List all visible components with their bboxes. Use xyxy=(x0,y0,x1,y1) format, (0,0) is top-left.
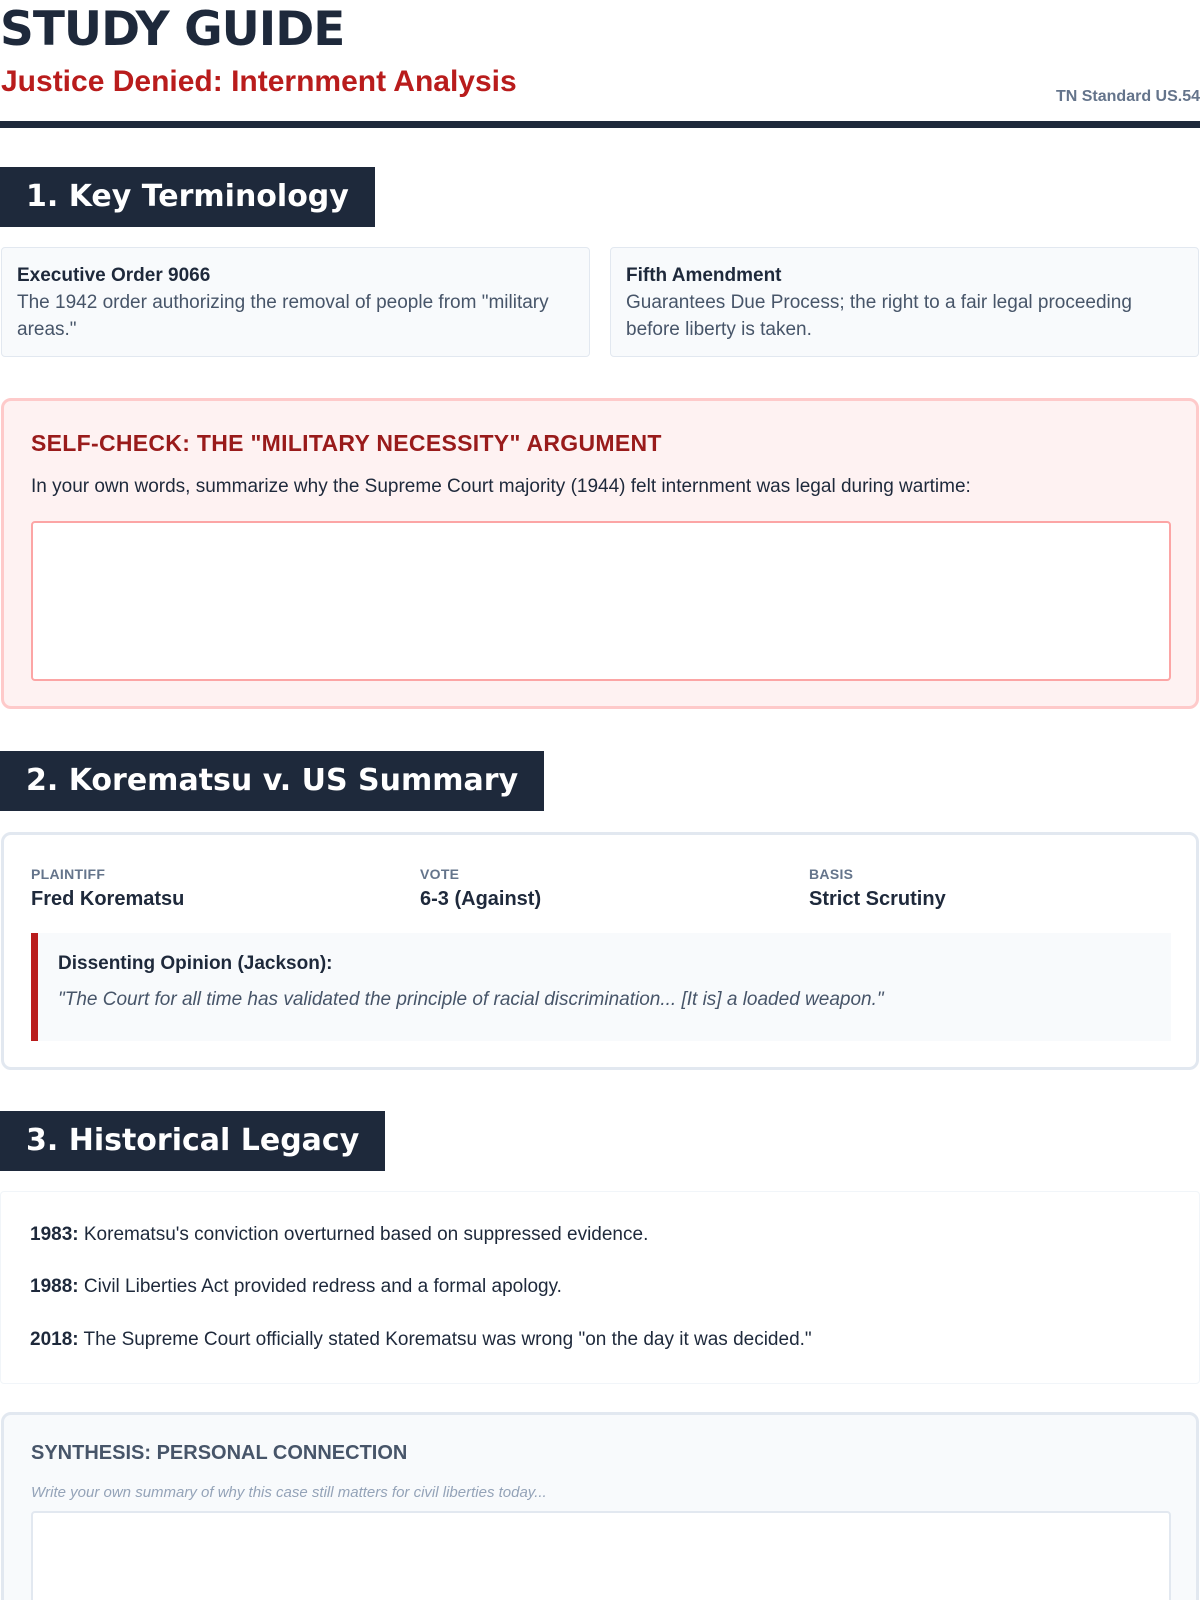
legacy-item xyxy=(30,1327,812,1353)
fact-value: Fred Korematsu xyxy=(31,888,185,910)
legacy-text: Civil Liberties Act provided redress and a formal apology. xyxy=(78,1276,562,1297)
dissent-quote: "The Court for all time has validated the principle of racial discrimination... [It is] a loaded weapon." xyxy=(58,989,884,1010)
page-header xyxy=(0,0,1200,128)
legacy-year: 1988: xyxy=(30,1276,79,1297)
self-check-prompt: In your own words, summarize why the Supreme Court majority (1944) felt internment was legal during wartime: xyxy=(31,476,971,497)
page-title: STUDY GUIDE xyxy=(0,2,345,57)
fact-label: PLAINTIFF xyxy=(31,866,106,882)
term-definition: The 1942 order authorizing the removal of people from "military areas." xyxy=(17,292,549,340)
term-title: Fifth Amendment xyxy=(626,265,782,286)
synthesis-hint: Write your own summary of why this case still matters for civil liberties today... xyxy=(31,1484,547,1501)
legacy-year: 1983: xyxy=(30,1224,79,1245)
fact-plaintiff xyxy=(31,865,184,913)
self-check-box xyxy=(1,398,1199,709)
fact-basis xyxy=(809,865,946,913)
legacy-list xyxy=(0,1191,1200,1384)
legacy-year: 2018: xyxy=(30,1329,79,1350)
synthesis-answer-field[interactable] xyxy=(31,1511,1171,1600)
page-subtitle: Justice Denied: Internment Analysis xyxy=(1,65,517,98)
term-definition: Guarantees Due Process; the right to a fair legal proceeding before liberty is taken. xyxy=(626,292,1132,340)
dissent-title: Dissenting Opinion (Jackson): xyxy=(58,953,333,974)
standard-label: TN Standard US.54 xyxy=(1055,88,1200,105)
fact-label: VOTE xyxy=(420,866,460,882)
dissent-quote-block xyxy=(31,933,1171,1041)
section-header-case-summary: 2. Korematsu v. US Summary xyxy=(0,751,544,811)
section-header-terminology: 1. Key Terminology xyxy=(0,167,375,227)
legacy-item xyxy=(30,1274,562,1300)
legacy-text: Korematsu's conviction overturned based on suppressed evidence. xyxy=(78,1224,649,1245)
term-card-executive-order xyxy=(1,247,590,357)
legacy-text: The Supreme Court officially stated Korematsu was wrong "on the day it was decided." xyxy=(78,1329,812,1350)
section-header-legacy: 3. Historical Legacy xyxy=(0,1111,385,1171)
fact-label: BASIS xyxy=(809,866,854,882)
self-check-title: SELF-CHECK: THE "MILITARY NECESSITY" ARGUMENT xyxy=(31,430,662,456)
synthesis-box xyxy=(1,1412,1199,1600)
legacy-item xyxy=(30,1222,648,1248)
fact-value: 6-3 (Against) xyxy=(420,888,542,910)
case-summary-box xyxy=(1,832,1199,1070)
fact-vote xyxy=(420,865,541,913)
synthesis-title: SYNTHESIS: PERSONAL CONNECTION xyxy=(31,1442,408,1464)
term-card-fifth-amendment xyxy=(610,247,1199,357)
self-check-answer-field[interactable] xyxy=(31,521,1171,681)
fact-value: Strict Scrutiny xyxy=(809,888,946,910)
term-title: Executive Order 9066 xyxy=(17,265,211,286)
